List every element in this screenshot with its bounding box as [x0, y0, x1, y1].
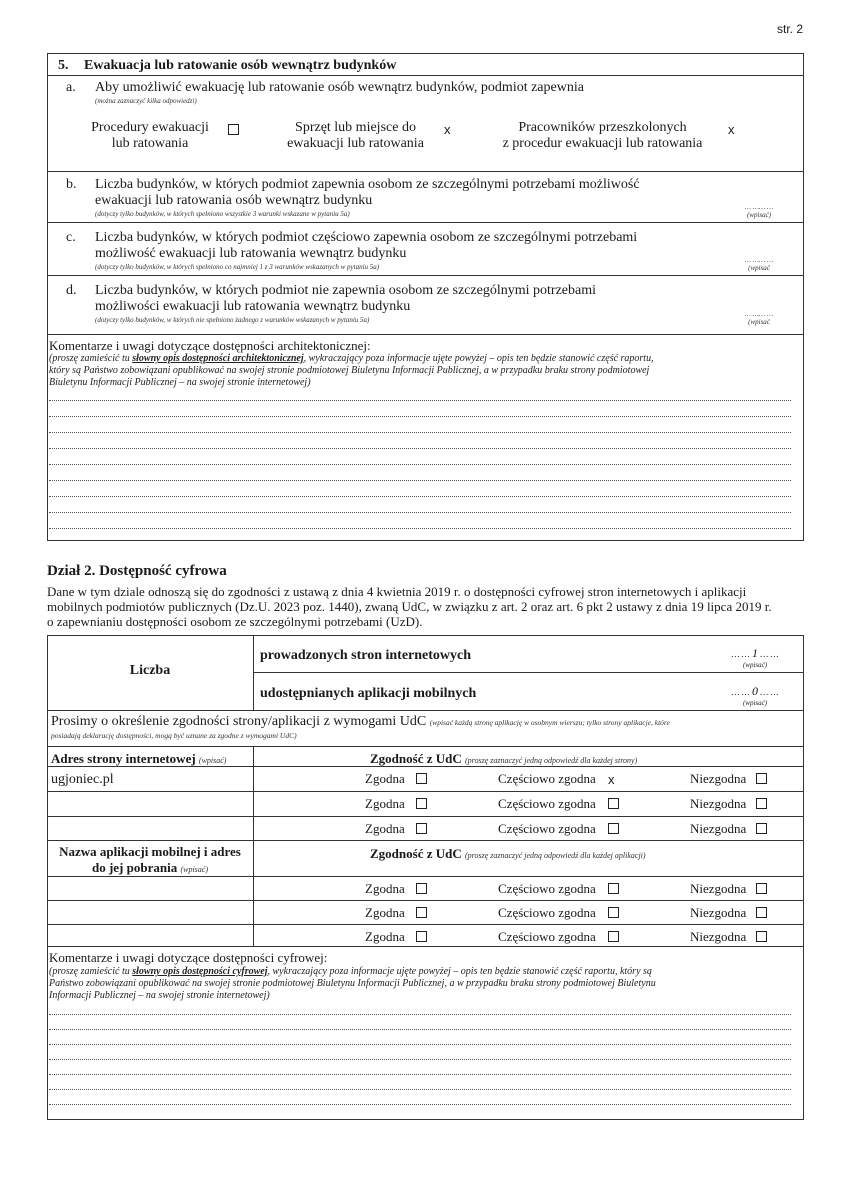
q5b-letter: b. — [66, 177, 77, 192]
arch-comments-title: Komentarze i uwagi dotyczące dostępności architektonicznej: — [49, 338, 371, 353]
dzial2-intro: Dane w tym dziale odnoszą się do zgodności z ustawą z dnia 4 kwietnia 2019 r. o dostępności cyfrowej stron internetowych i aplikacji mobilnych podmiotów publicznych (Dz.U. 2023 poz. 1440), zwaną UdC, w związku z art. 2 oraz art. 6 pkt 2 ustawy z dnia 19 lipca 2019 r. o zapewnianiu dostępności osobom ze szczególnymi potrzebami (UzD). — [47, 584, 772, 629]
app-compliance-header: Zgodność z UdC (proszę zaznaczyć jedną odpowiedź dla każdej aplikacji) — [370, 846, 646, 861]
app3-none-label: Niezgodna — [690, 929, 747, 944]
web1-full-label: Zgodna — [365, 771, 405, 786]
digital-comments-hint: (proszę zamieścić tu słowny opis dostępności cyfrowej, wykraczający poza informacje ujęte powyżej – opis ten będzie stanowić część raportu, który są Państwo zobowiązani opublikować na swojej stronie podmiotowej Biuletynu Informacji Publicznej, a w przypadku braku strony podmiotowej Biuletynu Informacji Publicznej – na swojej stronie internetowej) — [49, 966, 656, 1001]
website-column-header: Adres strony internetowej (wpisać) — [51, 751, 227, 766]
web3-none-label: Niezgodna — [690, 821, 747, 836]
website-address-1[interactable]: ugjoniec.pl — [51, 772, 114, 787]
q5b-question: Liczba budynków, w których podmiot zapewnia osobom ze szczególnymi potrzebami możliwość ewakuacji lub ratowania osób wewnątrz budynku — [95, 177, 640, 208]
q5c-letter: c. — [66, 230, 76, 245]
app1-partial-label: Częściowo zgodna — [498, 881, 596, 896]
web3-partial-label: Częściowo zgodna — [498, 821, 596, 836]
q5a-equipment-checkmark[interactable]: x — [444, 122, 451, 137]
q5d-letter: d. — [66, 283, 77, 298]
app1-full-checkbox[interactable] — [416, 883, 427, 894]
web1-none-checkbox[interactable] — [756, 773, 767, 784]
web1-partial-checkmark[interactable]: x — [608, 772, 615, 787]
websites-count-label: prowadzonych stron internetowych — [260, 648, 472, 663]
app1-none-label: Niezgodna — [690, 881, 747, 896]
web3-partial-checkbox[interactable] — [608, 823, 619, 834]
q5a-question: Aby umożliwić ewakuację lub ratowanie osób wewnątrz budynków, podmiot zapewnia — [95, 80, 584, 95]
web2-partial-checkbox[interactable] — [608, 798, 619, 809]
app3-partial-label: Częściowo zgodna — [498, 929, 596, 944]
app2-none-checkbox[interactable] — [756, 907, 767, 918]
q5c-question: Liczba budynków, w których podmiot częściowo zapewnia osobom ze szczególnymi potrzebami możliwość ewakuacji lub ratowania wewnątrz budynku — [95, 230, 638, 261]
app2-partial-checkbox[interactable] — [608, 907, 619, 918]
web2-partial-label: Częściowo zgodna — [498, 796, 596, 811]
web3-full-label: Zgodna — [365, 821, 405, 836]
app2-partial-label: Częściowo zgodna — [498, 905, 596, 920]
q5d-hint: (dotyczy tylko budynków, w których nie spełniono żadnego z warunków wskazanych w pytaniu 5a) — [95, 316, 370, 324]
q5a-option-equipment: Sprzęt lub miejsce do ewakuacji lub ratowania — [287, 120, 424, 151]
dzial2-title: Dział 2. Dostępność cyfrowa — [47, 563, 227, 579]
section-5-number: 5. — [58, 58, 69, 73]
web1-none-label: Niezgodna — [690, 771, 747, 786]
web1-full-checkbox[interactable] — [416, 773, 427, 784]
compliance-request: Prosimy o określenie zgodności strony/aplikacji z wymogami UdC (wpisać każdą stronę aplikację w osobnym wierszu; tylko strony aplikacje, które posiadają deklarację dostępności, mogą być uznane za zgodne z wymogami UdC) — [51, 714, 670, 740]
web1-partial-label: Częściowo zgodna — [498, 771, 596, 786]
web2-none-checkbox[interactable] — [756, 798, 767, 809]
q5a-procedures-checkbox[interactable] — [228, 124, 239, 135]
app2-full-label: Zgodna — [365, 905, 405, 920]
app2-full-checkbox[interactable] — [416, 907, 427, 918]
web2-full-label: Zgodna — [365, 796, 405, 811]
arch-comments-hint: (proszę zamieścić tu słowny opis dostępności architektonicznej, wykraczający poza informacje ujęte powyżej – opis ten będzie stanowić część raportu, który są Państwo zobowiązani opublikować na swojej stronie podmiotowej Biuletynu Informacji Publicznej, a w przypadku braku strony podmiotowej Biuletynu Informacji Publicznej – na swojej stronie internetowej) — [49, 353, 654, 388]
q5c-value-field[interactable]: … …… … (wpisać — [744, 256, 774, 272]
app1-none-checkbox[interactable] — [756, 883, 767, 894]
q5b-hint: (dotyczy tylko budynków, w których spełniono wszystkie 3 warunki wskazane w pytaniu 5a) — [95, 210, 350, 218]
q5a-hint: (można zaznaczyć kilka odpowiedzi) — [95, 97, 197, 105]
app2-none-label: Niezgodna — [690, 905, 747, 920]
apps-count-field[interactable]: … … 0 … … (wpisać) — [731, 684, 779, 707]
q5a-option-staff: Pracowników przeszkolonych z procedur ewakuacji lub ratowania — [502, 120, 703, 151]
app3-full-label: Zgodna — [365, 929, 405, 944]
q5a-letter: a. — [66, 80, 76, 95]
q5b-value-field[interactable]: … …… … (wpisać) — [744, 203, 774, 219]
app1-partial-checkbox[interactable] — [608, 883, 619, 894]
app3-partial-checkbox[interactable] — [608, 931, 619, 942]
q5a-staff-checkmark[interactable]: x — [728, 122, 735, 137]
q5c-hint: (dotyczy tylko budynków, w których spełniono co najmniej 1 z 3 warunków wskazanych w pytaniu 5a) — [95, 263, 380, 271]
web3-none-checkbox[interactable] — [756, 823, 767, 834]
section-5-title: Ewakuacja lub ratowanie osób wewnątrz budynków — [84, 58, 397, 73]
q5d-question: Liczba budynków, w których podmiot nie zapewnia osobom ze szczególnymi potrzebami możliwości ewakuacji lub ratowania wewnątrz budynku — [95, 283, 596, 314]
app3-full-checkbox[interactable] — [416, 931, 427, 942]
q5a-option-procedures: Procedury ewakuacji lub ratowania — [91, 120, 209, 151]
page-number: str. 2 — [776, 22, 803, 36]
app-column-header: Nazwa aplikacji mobilnej i adres do jej pobrania (wpisać) — [59, 844, 241, 875]
q5d-value-field[interactable]: … …… … (wpisać — [744, 310, 774, 326]
web2-full-checkbox[interactable] — [416, 798, 427, 809]
app1-full-label: Zgodna — [365, 881, 405, 896]
websites-count-field[interactable]: … … 1 … … (wpisać) — [731, 646, 779, 669]
web3-full-checkbox[interactable] — [416, 823, 427, 834]
digital-comments-title: Komentarze i uwagi dotyczące dostępności cyfrowej: — [49, 950, 328, 965]
web2-none-label: Niezgodna — [690, 796, 747, 811]
website-compliance-header: Zgodność z UdC (proszę zaznaczyć jedną odpowiedź dla każdej strony) — [370, 751, 638, 766]
app3-none-checkbox[interactable] — [756, 931, 767, 942]
apps-count-label: udostępnianych aplikacji mobilnych — [260, 686, 477, 701]
liczba-label: Liczba — [129, 663, 171, 678]
